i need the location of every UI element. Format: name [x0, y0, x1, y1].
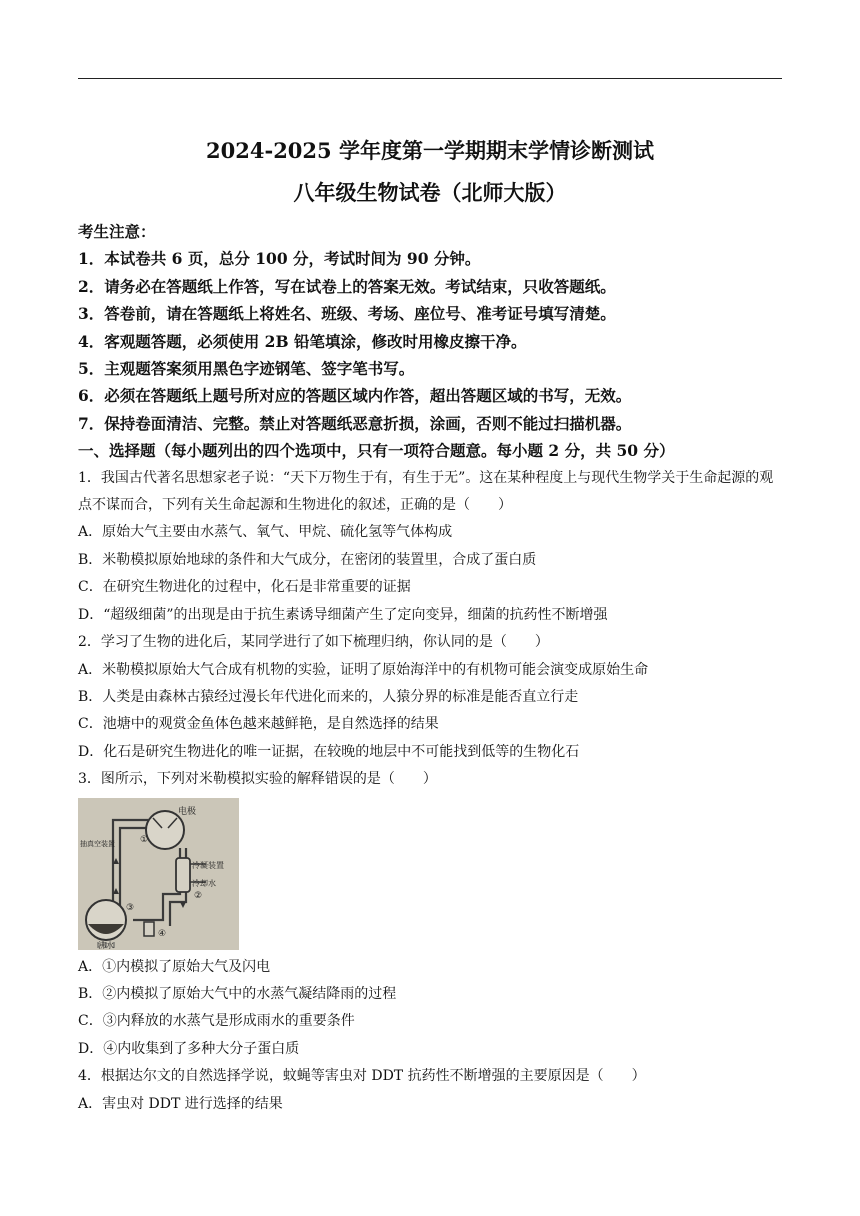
question-option: A．原始大气主要由水蒸气、氧气、甲烷、硫化氢等气体构成: [78, 524, 453, 541]
exam-title: 2024-2025 学年度第一学期期末学情诊断测试: [206, 138, 654, 163]
miller-experiment-figure: [78, 798, 239, 950]
notice-item: 7．保持卷面清洁、完整。禁止对答题纸恶意折损，涂画，否则不能过扫描机器。: [78, 413, 632, 433]
question-option: D．④内收集到了多种大分子蛋白质: [78, 1040, 300, 1057]
marker-4: ④: [158, 928, 167, 939]
question-option: C．在研究生物进化的过程中，化石是非常重要的证据: [78, 579, 411, 596]
question-option: B．②内模拟了原始大气中的水蒸气凝结降雨的过程: [78, 985, 397, 1002]
notice-item: 1．本试卷共 6 页，总分 100 分，考试时间为 90 分钟。: [78, 249, 481, 269]
label-electrode: 电极: [178, 806, 197, 817]
exam-content: [78, 218, 784, 1118]
question-stem: 4．根据达尔文的自然选择学说，蚊蝇等害虫对 DDT 抗药性不断增强的主要原因是（ ）: [78, 1068, 646, 1085]
question-option: B．人类是由森林古猿经过漫长年代进化而来的，人猿分界的标准是能否直立行走: [78, 688, 579, 705]
question-option: B．米勒模拟原始地球的条件和大气成分，在密闭的装置里，合成了蛋白质: [78, 551, 537, 568]
marker-2: ②: [194, 890, 203, 901]
question-option: A．米勒模拟原始大气合成有机物的实验，证明了原始海洋中的有机物可能会演变成原始生命: [78, 661, 649, 678]
label-vacuum: 抽真空装置: [80, 839, 115, 848]
question-option: A．①内模拟了原始大气及闪电: [78, 958, 271, 975]
miller-apparatus-diagram: [78, 798, 239, 950]
exam-subtitle: 八年级生物试卷（北师大版）: [293, 180, 567, 205]
label-boiling-water: 沸水: [98, 940, 114, 950]
question-option: C．池塘中的观赏金鱼体色越来越鲜艳，是自然选择的结果: [78, 716, 439, 733]
marker-3: ③: [126, 902, 135, 913]
label-cooling-water: 冷却水: [192, 878, 216, 888]
notice-item: 4．客观题答题，必须使用 2B 铅笔填涂，修改时用橡皮擦干净。: [78, 331, 527, 351]
label-condenser: 冷凝装置: [192, 860, 224, 870]
notice-item: 3．答卷前，请在答题纸上将姓名、班级、考场、座位号、准考证号填写清楚。: [78, 304, 616, 324]
notice-item: 5．主观题答案须用黑色字迹钢笔、签字笔书写。: [78, 359, 415, 379]
marker-1: ①: [140, 834, 149, 845]
notice-item: 2．请务必在答题纸上作答，写在试卷上的答案无效。考试结束，只收答题纸。: [78, 276, 616, 296]
header-rule: [78, 78, 782, 79]
section-heading: 一、选择题（每小题列出的四个选项中，只有一项符合题意。每小题 2 分，共 50 分）: [78, 441, 675, 461]
question-option: C．③内释放的水蒸气是形成雨水的重要条件: [78, 1013, 355, 1030]
notice-item: 6．必须在答题纸上题号所对应的答题区域内作答，超出答题区域的书写，无效。: [78, 386, 632, 406]
question-stem: 1．我国古代著名思想家老子说：“天下万物生于有，有生于无”。这在某种程度上与现代生物学关于生命起源的观点不谋而合，下列有关生命起源和生物进化的叙述，正确的是（ ）: [78, 469, 774, 514]
question-option: A．害虫对 DDT 进行选择的结果: [78, 1095, 283, 1112]
question-option: D．“超级细菌”的出现是由于抗生素诱导细菌产生了定向变异，细菌的抗药性不断增强: [78, 606, 608, 623]
question-option: D．化石是研究生物进化的唯一证据，在较晚的地层中不可能找到低等的生物化石: [78, 743, 580, 760]
question-stem: 2．学习了生物的进化后，某同学进行了如下梳理归纳，你认同的是（ ）: [78, 634, 549, 651]
notice-heading: 考生注意：: [78, 222, 156, 241]
question-stem: 3．图所示，下列对米勒模拟实验的解释错误的是（ ）: [78, 771, 437, 788]
